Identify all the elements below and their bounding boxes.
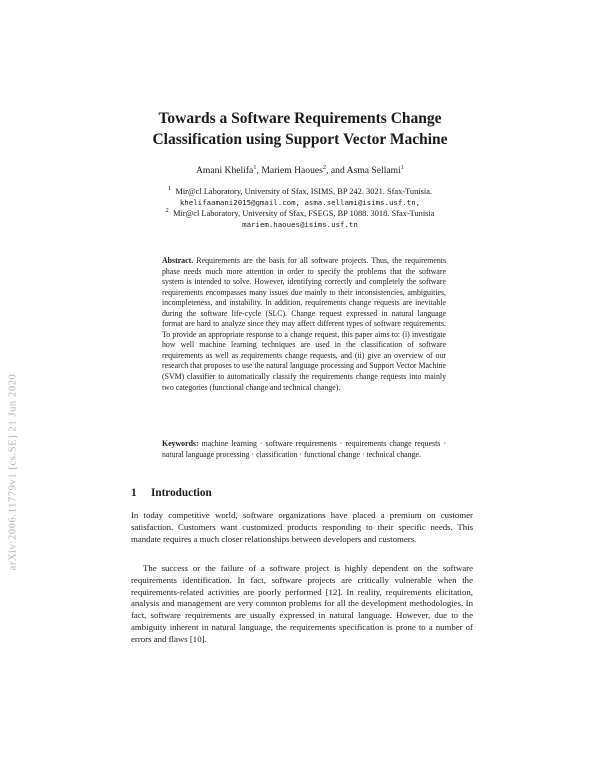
affiliation-mark: 2 xyxy=(165,207,169,215)
author-separator: , xyxy=(256,165,262,176)
author-affiliation-mark: 1 xyxy=(400,163,404,171)
abstract-text: Requirements are the basis for all software projects. Thus, the requirements phase needs much more attention in order to specify the problems that the software system is intended to solve. However, identifying correctly and completely the software requirements encompasses many issues due mainly to their inconsistencies, ambiguities, incompleteness, and instability. In addition, requirements change requests are inevitable during the software life-cycle (SLC). Change request expressed in natural language format are hard to analyze since they may affect different types of software requirements. To provide an appropriate response to a change request, this paper aims to: (i) investigate how well machine learning techniques are used in the classification of software requirements as well as requirements change requests, and (ii) give an overview of our research that proposes to use the natural language processing and Support Vector Machine (SVM) classifier to automatically classify the requirements change requests into mainly two categories (functional change and technical change). xyxy=(162,256,446,392)
keywords xyxy=(162,439,446,460)
affiliation-address xyxy=(100,186,500,197)
affiliation-text: Mir@cl Laboratory, University of Sfax, ISIMS, BP 242. 3021. Sfax-Tunisia. xyxy=(175,187,433,196)
author-name: Asma Sellami xyxy=(346,165,401,176)
title-line-2: Classification using Support Vector Machine xyxy=(152,131,448,148)
author-list xyxy=(100,165,500,176)
abstract-label: Abstract. xyxy=(162,256,194,265)
keywords-label: Keywords: xyxy=(162,439,199,448)
affiliation-text: Mir@cl Laboratory, University of Sfax, FSEGS, BP 1088. 3018. Sfax-Tunisia xyxy=(172,209,435,218)
paper-title xyxy=(100,108,500,150)
keywords-text: machine learning · software requirements · requirements change requests · natural language processing · classification · functional change · technical change. xyxy=(162,439,446,459)
title-line-1: Towards a Software Requirements Change xyxy=(158,110,442,127)
author-name: Amani Khelifa xyxy=(196,165,254,176)
author-name: Mariem Haoues xyxy=(261,165,323,176)
affiliation-emails: khelifaamani2015@gmail.com, asma.sellami@isims.usf.tn, xyxy=(179,198,421,207)
affiliation-emails: mariem.haoues@isims.usf.tn xyxy=(242,220,358,229)
arxiv-identifier-text: arXiv:2006.11779v1 [cs.SE] 21 Jun 2020 xyxy=(7,373,19,571)
paragraph: In today competitive world, software organizations have placed a premium on customer satisfaction. Customers want customized products responding to their specific needs. This mandate requires a much closer relationships between developers and customers. xyxy=(131,510,473,544)
affiliation-address xyxy=(100,208,500,219)
author-affiliation-mark: 1 xyxy=(253,163,257,171)
paragraph: The success or the failure of a software project is highly dependent on the software requirements identification. In fact, software projects are critically vulnerable when the requirements-related activities are poorly performed [12]. In reality, requirements elicitation, analysis and management are very common problems for all the development methodologies. In fact, software requirements are usually expressed in natural language. However, due to the ambiguity inherent in natural language, the requirements specification is prone to a number of errors and flaws [10]. xyxy=(131,563,473,644)
section-number: 1 xyxy=(131,487,137,499)
section-title: Introduction xyxy=(151,487,212,499)
abstract xyxy=(162,256,446,393)
arxiv-sidebar-identifier xyxy=(4,352,22,592)
section-heading-introduction xyxy=(131,487,212,499)
affiliation-mark: 1 xyxy=(167,185,172,193)
author-separator: , and xyxy=(326,165,347,176)
affiliation-2 xyxy=(100,208,500,230)
affiliation-1 xyxy=(100,186,500,208)
author-affiliation-mark: 2 xyxy=(322,163,327,171)
